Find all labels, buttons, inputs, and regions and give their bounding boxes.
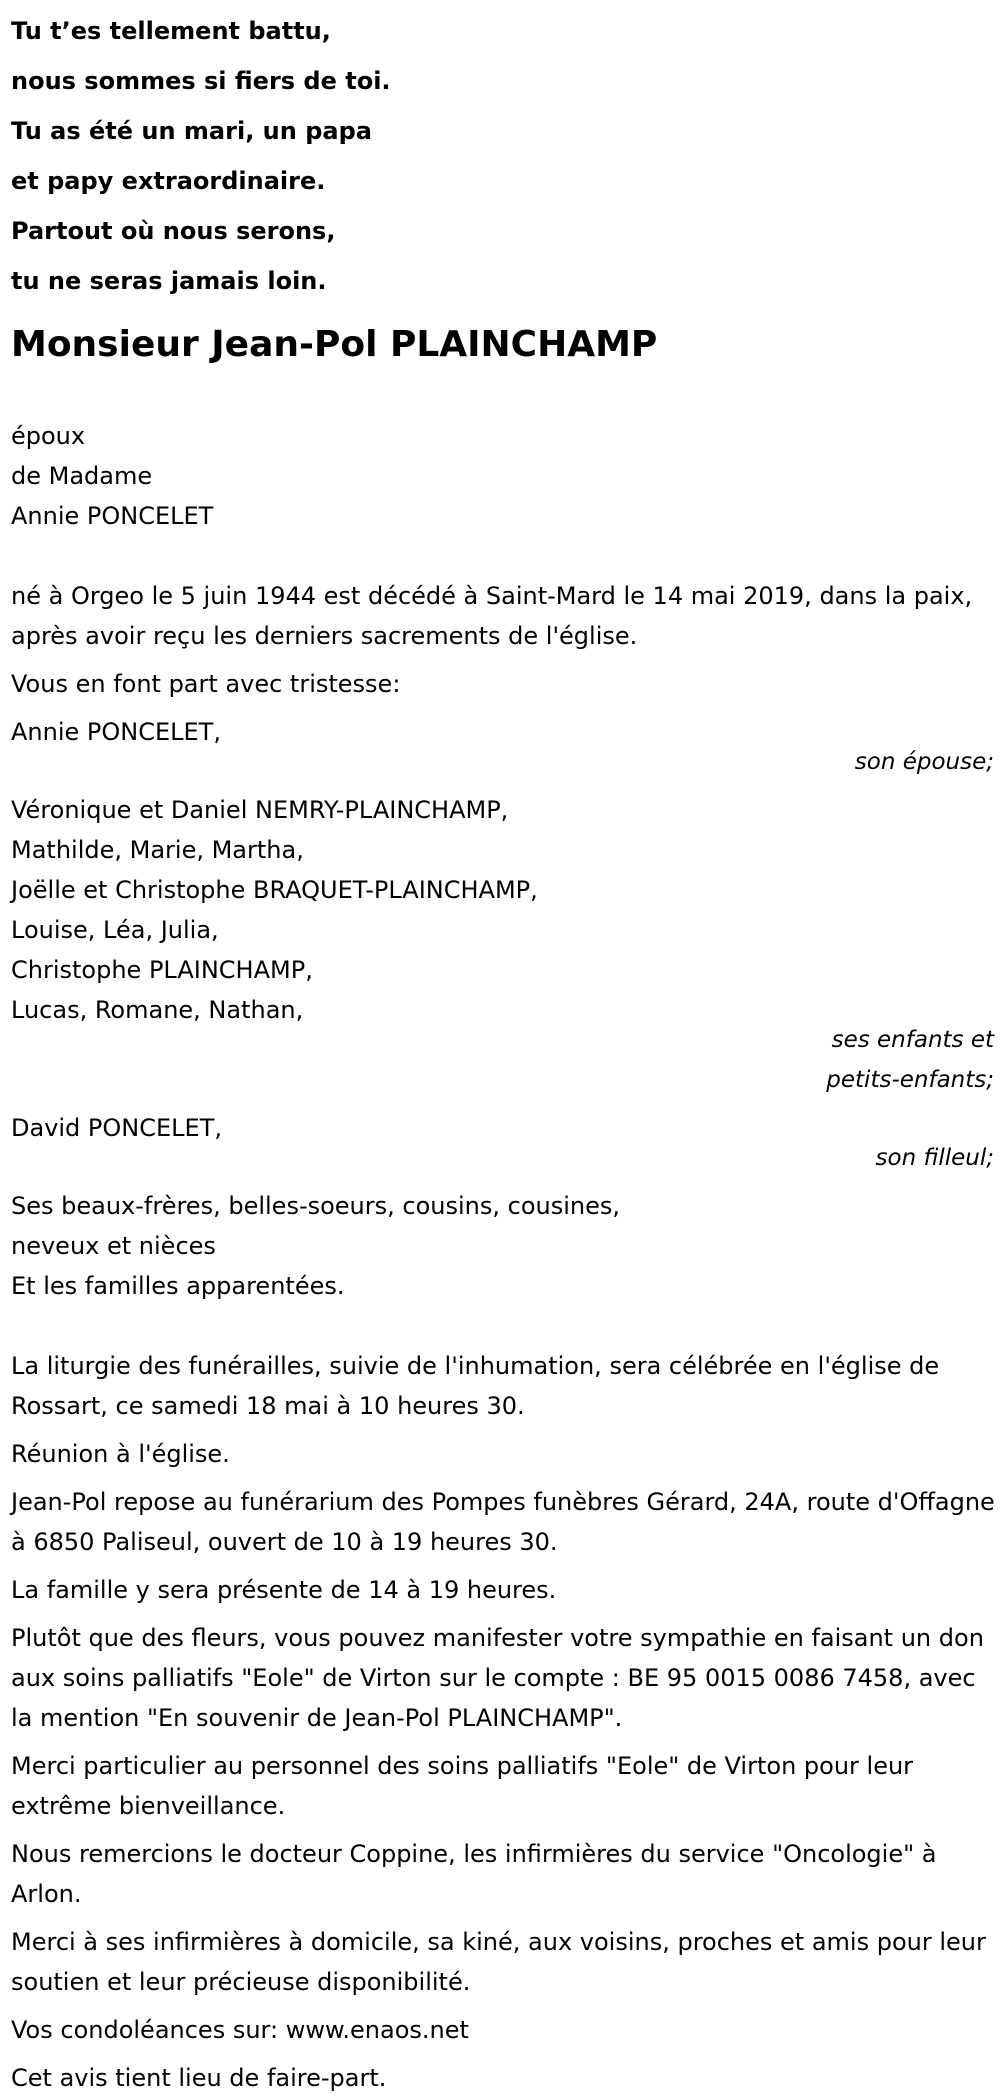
children-line: Louise, Léa, Julia, xyxy=(11,916,219,944)
children-role-line: petits-enfants; xyxy=(826,1067,994,1093)
poem-line: nous sommes si fiers de toi. xyxy=(11,67,391,95)
children-line: Lucas, Romane, Nathan, xyxy=(11,996,304,1024)
closing-text: Cet avis tient lieu de faire-part. xyxy=(11,2064,387,2092)
children-line: Joëlle et Christophe BRAQUET-PLAINCHAMP, xyxy=(11,876,538,904)
spouse-line: Annie PONCELET xyxy=(11,502,214,530)
poem-line: tu ne seras jamais loin. xyxy=(11,267,327,295)
obituary-page xyxy=(11,0,996,2098)
children-line: Mathilde, Marie, Martha, xyxy=(11,836,304,864)
announce-text: Vous en font part avec tristesse: xyxy=(11,670,401,698)
spouse-line: de Madame xyxy=(11,462,153,490)
thanks-staff-text: Merci particulier au personnel des soins palliatifs "Eole" de Virton pour leur extrême bienveillance. xyxy=(11,1752,914,1820)
poem-line: et papy extraordinaire. xyxy=(11,167,326,195)
spouse-block xyxy=(11,416,996,536)
thanks-nurses-text: Merci à ses infirmières à domicile, sa kiné, aux voisins, proches et amis pour leur soutien et leur précieuse disponibilité. xyxy=(11,1928,986,1996)
children-role-line: ses enfants et xyxy=(831,1027,994,1053)
donation-text: Plutôt que des fleurs, vous pouvez manifester votre sympathie en faisant un don aux soins palliatifs "Eole" de Virton sur le compte : BE 95 0015 0086 7458, avec la mention "En souvenir de Jean-Pol PLAINCHAMP". xyxy=(11,1624,984,1732)
thanks-doctor-text: Nous remercions le docteur Coppine, les infirmières du service "Oncologie" à Arlon. xyxy=(11,1840,937,1908)
children-role xyxy=(11,1020,996,1100)
godson-name: David PONCELET, xyxy=(11,1114,222,1142)
poem xyxy=(11,0,996,306)
funerarium-text: Jean-Pol repose au funérarium des Pompes funèbres Gérard, 24A, route d'Offagne à 6850 Paliseul, ouvert de 10 à 19 heures 30. xyxy=(11,1488,995,1556)
godson-role: son filleul; xyxy=(875,1145,994,1171)
poem-line: Partout où nous serons, xyxy=(11,217,336,245)
relatives-line: neveux et nièces xyxy=(11,1232,216,1260)
spouse-line: époux xyxy=(11,422,86,450)
meeting-text: Réunion à l'église. xyxy=(11,1440,230,1468)
poem-line: Tu t’es tellement battu, xyxy=(11,17,331,45)
children-list xyxy=(11,790,996,1030)
wife-name: Annie PONCELET, xyxy=(11,718,221,746)
liturgy-text: La liturgie des funérailles, suivie de l'inhumation, sera célébrée en l'église de Rossart, ce samedi 18 mai à 10 heures 30. xyxy=(11,1352,940,1420)
other-relatives xyxy=(11,1186,996,1306)
children-line: Véronique et Daniel NEMRY-PLAINCHAMP, xyxy=(11,796,509,824)
birth-death-text: né à Orgeo le 5 juin 1944 est décédé à Saint-Mard le 14 mai 2019, dans la paix, après avoir reçu les derniers sacrements de l'église. xyxy=(11,582,973,650)
poem-line: Tu as été un mari, un papa xyxy=(11,117,372,145)
wife-role: son épouse; xyxy=(854,749,994,775)
family-presence-text: La famille y sera présente de 14 à 19 heures. xyxy=(11,1576,557,1604)
relatives-line: Ses beaux-frères, belles-soeurs, cousins, cousines, xyxy=(11,1192,620,1220)
relatives-line: Et les familles apparentées. xyxy=(11,1272,345,1300)
children-line: Christophe PLAINCHAMP, xyxy=(11,956,313,984)
condolences-text: Vos condoléances sur: www.enaos.net xyxy=(11,2016,469,2044)
deceased-name: Monsieur Jean-Pol PLAINCHAMP xyxy=(11,324,658,365)
